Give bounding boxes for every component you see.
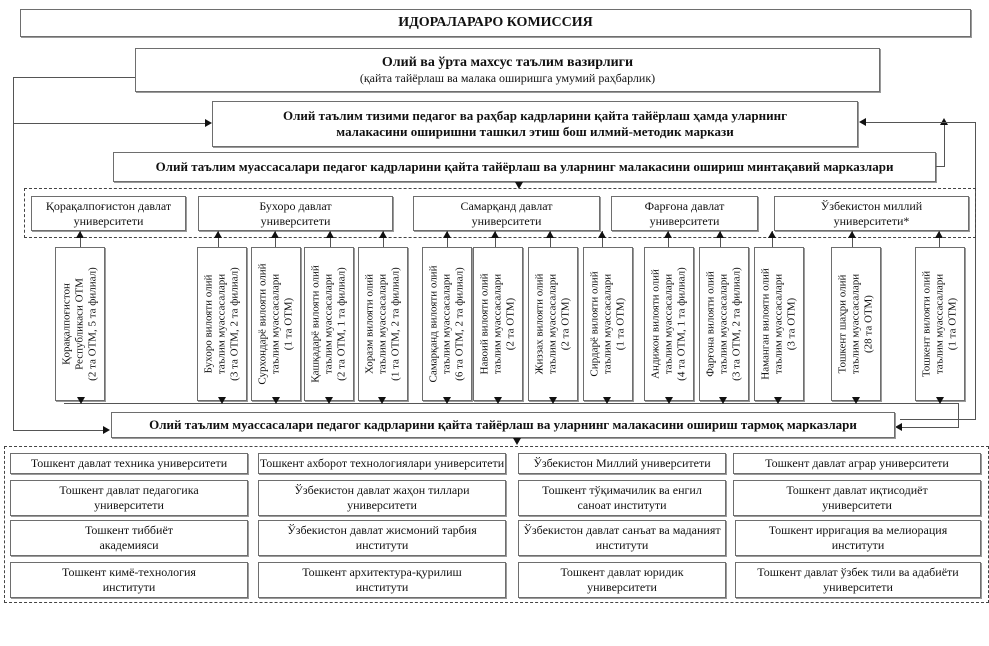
branch-institution: Тошкент давлат юридик университети bbox=[518, 562, 726, 598]
regional-group: Самарқанд вилояти олий таълим муассасалари (6 та ОТМ, 2 та филиал) bbox=[422, 247, 472, 401]
right-connector-b bbox=[944, 124, 945, 167]
commission-box bbox=[20, 9, 971, 37]
regional-group: Хоразм вилояти олий таълим муассасалари (1 та ОТМ, 2 та филиал) bbox=[358, 247, 408, 401]
arrow-down-icon bbox=[936, 397, 944, 404]
arrow-up-icon bbox=[598, 231, 606, 238]
bus-right-down bbox=[958, 403, 959, 427]
arrow-up-icon bbox=[271, 231, 279, 238]
branch-institution: Тошкент давлат ўзбек тили ва адабиёти университети bbox=[735, 562, 981, 598]
regional-group: Қашқадарё вилояти олий таълим муассасалари (2 та ОТМ, 1 та филиал) bbox=[304, 247, 354, 401]
arrow-up-icon bbox=[443, 231, 451, 238]
arrow-left-icon bbox=[895, 423, 902, 431]
arrow-right-icon bbox=[205, 119, 212, 127]
regional-centers-box bbox=[113, 152, 936, 182]
arrow-up-icon bbox=[214, 231, 222, 238]
branch-institution: Ўзбекистон Миллий университети bbox=[518, 453, 726, 474]
bus-line bbox=[64, 403, 959, 404]
arrow-down-icon bbox=[852, 397, 860, 404]
arrow-up-icon bbox=[848, 231, 856, 238]
arrow-up-icon bbox=[768, 231, 776, 238]
regional-group: Қорақалпоғистон Республикаси ОТМ (2 та ОТМ, 5 та филиал) bbox=[55, 247, 105, 401]
branch-institution: Тошкент давлат педагогика университети bbox=[10, 480, 248, 516]
arrow-up-icon bbox=[491, 231, 499, 238]
arrow-down-icon bbox=[549, 397, 557, 404]
regional-university: Самарқанд давлат университети bbox=[413, 196, 600, 231]
head-center-line2: малакасини оширишни ташкил этиш бош илмий-методик маркази bbox=[336, 124, 734, 139]
regional-group: Тошкент шаҳри олий таълим муассасалари (28 та ОТМ) bbox=[831, 247, 881, 401]
arrow-down-icon bbox=[218, 397, 226, 404]
regional-group: Бухоро вилояти олий таълим муассасалари (3 та ОТМ, 2 та филиал) bbox=[197, 247, 247, 401]
regional-university: Қорақалпоғистон давлат университети bbox=[31, 196, 186, 231]
arrow-up-icon bbox=[326, 231, 334, 238]
arrow-left-icon bbox=[859, 118, 866, 126]
arrow-up-icon bbox=[546, 231, 554, 238]
arrow-down-icon bbox=[443, 397, 451, 404]
head-center-line1: Олий таълим тизими педагог ва раҳбар кадрларини қайта тайёрлаш ҳамда уларнинг bbox=[283, 108, 787, 123]
branch-institution: Тошкент кимё-технология институти bbox=[10, 562, 248, 598]
regional-group: Навоий вилояти олий таълим муассасалари (2 та ОТМ) bbox=[473, 247, 523, 401]
arrow-down-icon bbox=[325, 397, 333, 404]
arrow-down-icon bbox=[77, 397, 85, 404]
arrow-down-icon bbox=[272, 397, 280, 404]
branch-institution: Тошкент давлат иқтисодиёт университети bbox=[733, 480, 981, 516]
regional-university: Ўзбекистон миллий университети* bbox=[774, 196, 969, 231]
bus-right-h bbox=[902, 427, 959, 428]
left-connector-v bbox=[13, 77, 14, 430]
regional-group: Тошкент вилояти олий таълим муассасалари (1 та ОТМ) bbox=[915, 247, 965, 401]
head-center-box bbox=[212, 101, 858, 147]
right-connector-e bbox=[900, 419, 976, 420]
arrow-down-icon bbox=[774, 397, 782, 404]
arrow-down-icon bbox=[603, 397, 611, 404]
arrow-up-icon bbox=[76, 231, 84, 238]
regional-group: Андижон вилояти олий таълим муассасалари (4 та ОТМ, 1 та филиал) bbox=[644, 247, 694, 401]
branch-institution: Ўзбекистон давлат санъат ва маданият институти bbox=[518, 520, 726, 556]
ministry-subtitle: (қайта тайёрлаш ва малака оширишга умумий раҳбарлик) bbox=[359, 70, 656, 85]
commission-title: ИДОРАЛАРАРО КОМИССИЯ bbox=[398, 15, 593, 30]
arrow-up-icon bbox=[379, 231, 387, 238]
regional-group: Жиззах вилояти олий таълим муассасалари (2 та ОТМ) bbox=[528, 247, 578, 401]
arrow-down-icon bbox=[378, 397, 386, 404]
branch-institution: Тошкент тўқимачилик ва енгил саноат институти bbox=[518, 480, 726, 516]
arrow-up-icon bbox=[716, 231, 724, 238]
left-connector-h3 bbox=[13, 430, 103, 431]
regional-group: Сирдарё вилояти олий таълим муассасалари (1 та ОТМ) bbox=[583, 247, 633, 401]
branch-institution: Тошкент давлат техника университети bbox=[10, 453, 248, 474]
right-connector-d bbox=[975, 122, 976, 420]
arrow-down-icon bbox=[513, 438, 521, 445]
arrow-right-icon bbox=[103, 426, 110, 434]
branch-institution: Тошкент ирригация ва мелиорация институти bbox=[735, 520, 981, 556]
ministry-box bbox=[135, 48, 880, 92]
branch-institution: Тошкент ахборот технологиялари университети bbox=[258, 453, 506, 474]
right-connector-c bbox=[866, 122, 976, 123]
ministry-title: Олий ва ўрта махсус таълим вазирлиги bbox=[381, 54, 634, 70]
right-connector-a bbox=[936, 166, 944, 167]
branch-institution: Тошкент архитектура-қурилиш институти bbox=[258, 562, 506, 598]
branch-centers-box bbox=[111, 412, 895, 438]
arrow-up-icon bbox=[664, 231, 672, 238]
regional-centers-title: Олий таълим муассасалари педагог кадрларини қайта тайёрлаш ва уларнинг малакасини ошириш минтақавий марказлари bbox=[155, 159, 894, 174]
arrow-down-icon bbox=[665, 397, 673, 404]
branch-institution: Ўзбекистон давлат жисмоний тарбия институти bbox=[258, 520, 506, 556]
branch-institution: Ўзбекистон давлат жаҳон тиллари университети bbox=[258, 480, 506, 516]
regional-group: Фарғона вилояти олий таълим муассасалари (3 та ОТМ, 2 та филиал) bbox=[699, 247, 749, 401]
left-connector-h1 bbox=[13, 77, 135, 78]
regional-group: Наманган вилояти олий таълим муассасалари (3 та ОТМ) bbox=[754, 247, 804, 401]
branch-centers-title: Олий таълим муассасалари педагог кадрларини қайта тайёрлаш ва уларнинг малакасини ошириш тармоқ марказлари bbox=[149, 417, 857, 432]
regional-group: Сурхондарё вилояти олий таълим муассасалари (1 та ОТМ) bbox=[251, 247, 301, 401]
arrow-down-icon bbox=[719, 397, 727, 404]
arrow-up-icon bbox=[935, 231, 943, 238]
branch-institution: Тошкент давлат аграр университети bbox=[733, 453, 981, 474]
regional-university: Фарғона давлат университети bbox=[611, 196, 758, 231]
branch-institution: Тошкент тиббиёт академияси bbox=[10, 520, 248, 556]
regional-university: Бухоро давлат университети bbox=[198, 196, 393, 231]
left-connector-h2 bbox=[13, 123, 205, 124]
arrow-down-icon bbox=[494, 397, 502, 404]
